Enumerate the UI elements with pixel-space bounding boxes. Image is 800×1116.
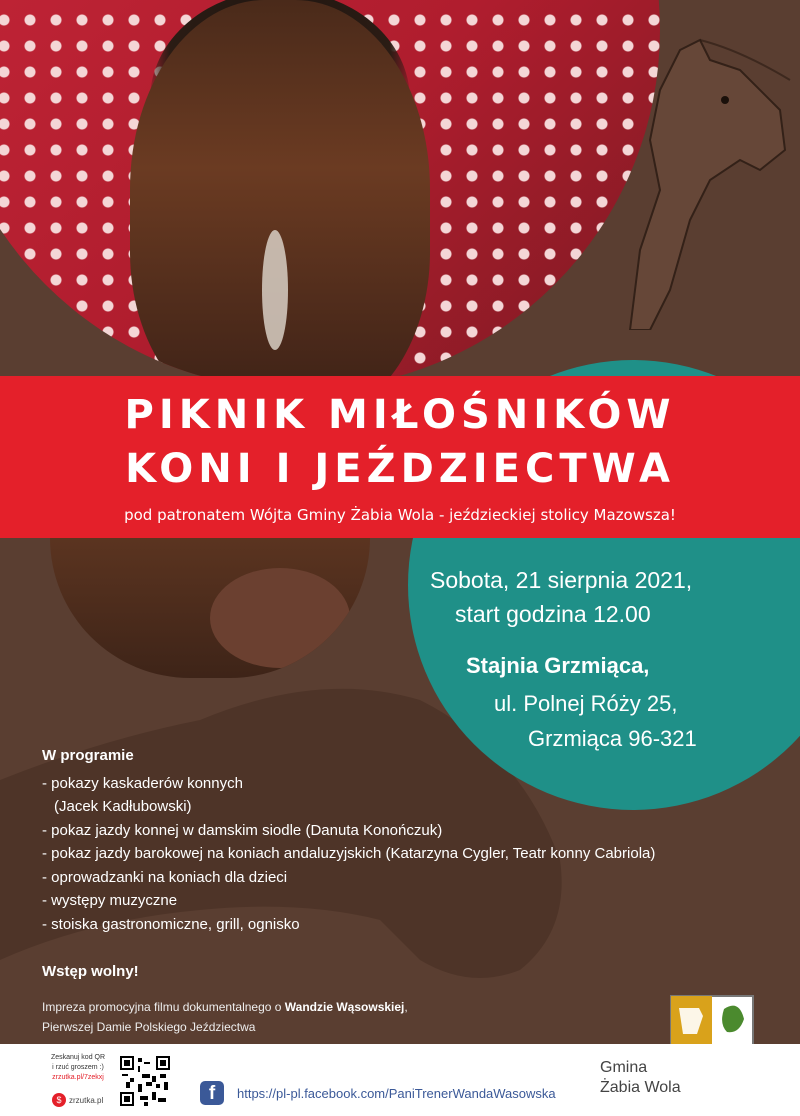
event-street: ul. Polnej Róży 25, <box>494 691 678 716</box>
horse-sketch-illustration <box>590 30 800 330</box>
event-time: start godzina 12.00 <box>455 601 651 627</box>
horse-blaze <box>262 230 288 350</box>
municipality-line-1: Gmina <box>600 1059 648 1076</box>
facebook-link[interactable]: https://pl-pl.facebook.com/PaniTrenerWandaWasowska <box>237 1086 556 1101</box>
promo-note <box>42 997 408 1037</box>
program-list <box>42 772 655 937</box>
zrzutka-logo <box>52 1093 103 1107</box>
title-line-2: KONI I JEŹDZIECTWA <box>125 446 675 492</box>
promo-line-2: Pierwszej Damie Polskiego Jeździectwa <box>42 1020 256 1034</box>
municipality-name <box>600 1058 681 1098</box>
qr-caption-line-2: i rzuć groszem :) <box>52 1064 104 1071</box>
event-venue: Stajnia Grzmiąca, <box>466 653 650 678</box>
program-item: - pokaz jazdy barokowej na koniach andaluzyjskich (Katarzyna Cygler, Teatr konny Cabriola) <box>42 845 656 862</box>
program-item: - pokazy kaskaderów konnych <box>42 774 243 792</box>
municipality-line-2: Żabia Wola <box>600 1079 681 1096</box>
program-item: - pokaz jazdy konnej w damskim siodle (Danuta Konończuk) <box>42 821 443 839</box>
event-city: Grzmiąca 96-321 <box>528 726 697 751</box>
program-item: - występy muzyczne <box>42 892 178 909</box>
qr-code-icon[interactable] <box>120 1056 170 1106</box>
event-date: Sobota, 21 sierpnia 2021, <box>430 567 693 593</box>
qr-caption-line-1: Zeskanuj kod QR <box>50 1054 106 1061</box>
program-heading: W programie <box>42 747 134 764</box>
horse-photo <box>0 0 660 390</box>
promo-name: Wandzie Wąsowskiej <box>284 1000 405 1014</box>
facebook-icon[interactable]: f <box>200 1081 224 1105</box>
program-item: - oprowadzanki na koniach dla dzieci <box>42 868 288 886</box>
promo-suffix: , <box>404 1000 408 1014</box>
horse-muzzle-photo <box>50 538 370 678</box>
program-item: - stoiska gastronomiczne, grill, ognisko <box>42 915 300 933</box>
free-entry-note: Wstęp wolny! <box>42 963 139 980</box>
qr-caption <box>44 1053 112 1083</box>
qr-link[interactable]: zrzutka.pl/7zekxj <box>52 1074 104 1081</box>
title-line-1: PIKNIK MIŁOŚNIKÓW <box>124 392 676 438</box>
horse-muzzle <box>210 568 350 668</box>
subtitle: pod patronatem Wójta Gminy Żabia Wola - jeździeckiej stolicy Mazowsza! <box>124 506 676 524</box>
zrzutka-label: zrzutka.pl <box>69 1095 104 1105</box>
program-section <box>42 744 655 936</box>
zrzutka-icon: $ <box>52 1093 66 1107</box>
promo-text: Impreza promocyjna filmu dokumentalnego o <box>42 1000 285 1014</box>
program-item: (Jacek Kadłubowski) <box>54 798 192 815</box>
